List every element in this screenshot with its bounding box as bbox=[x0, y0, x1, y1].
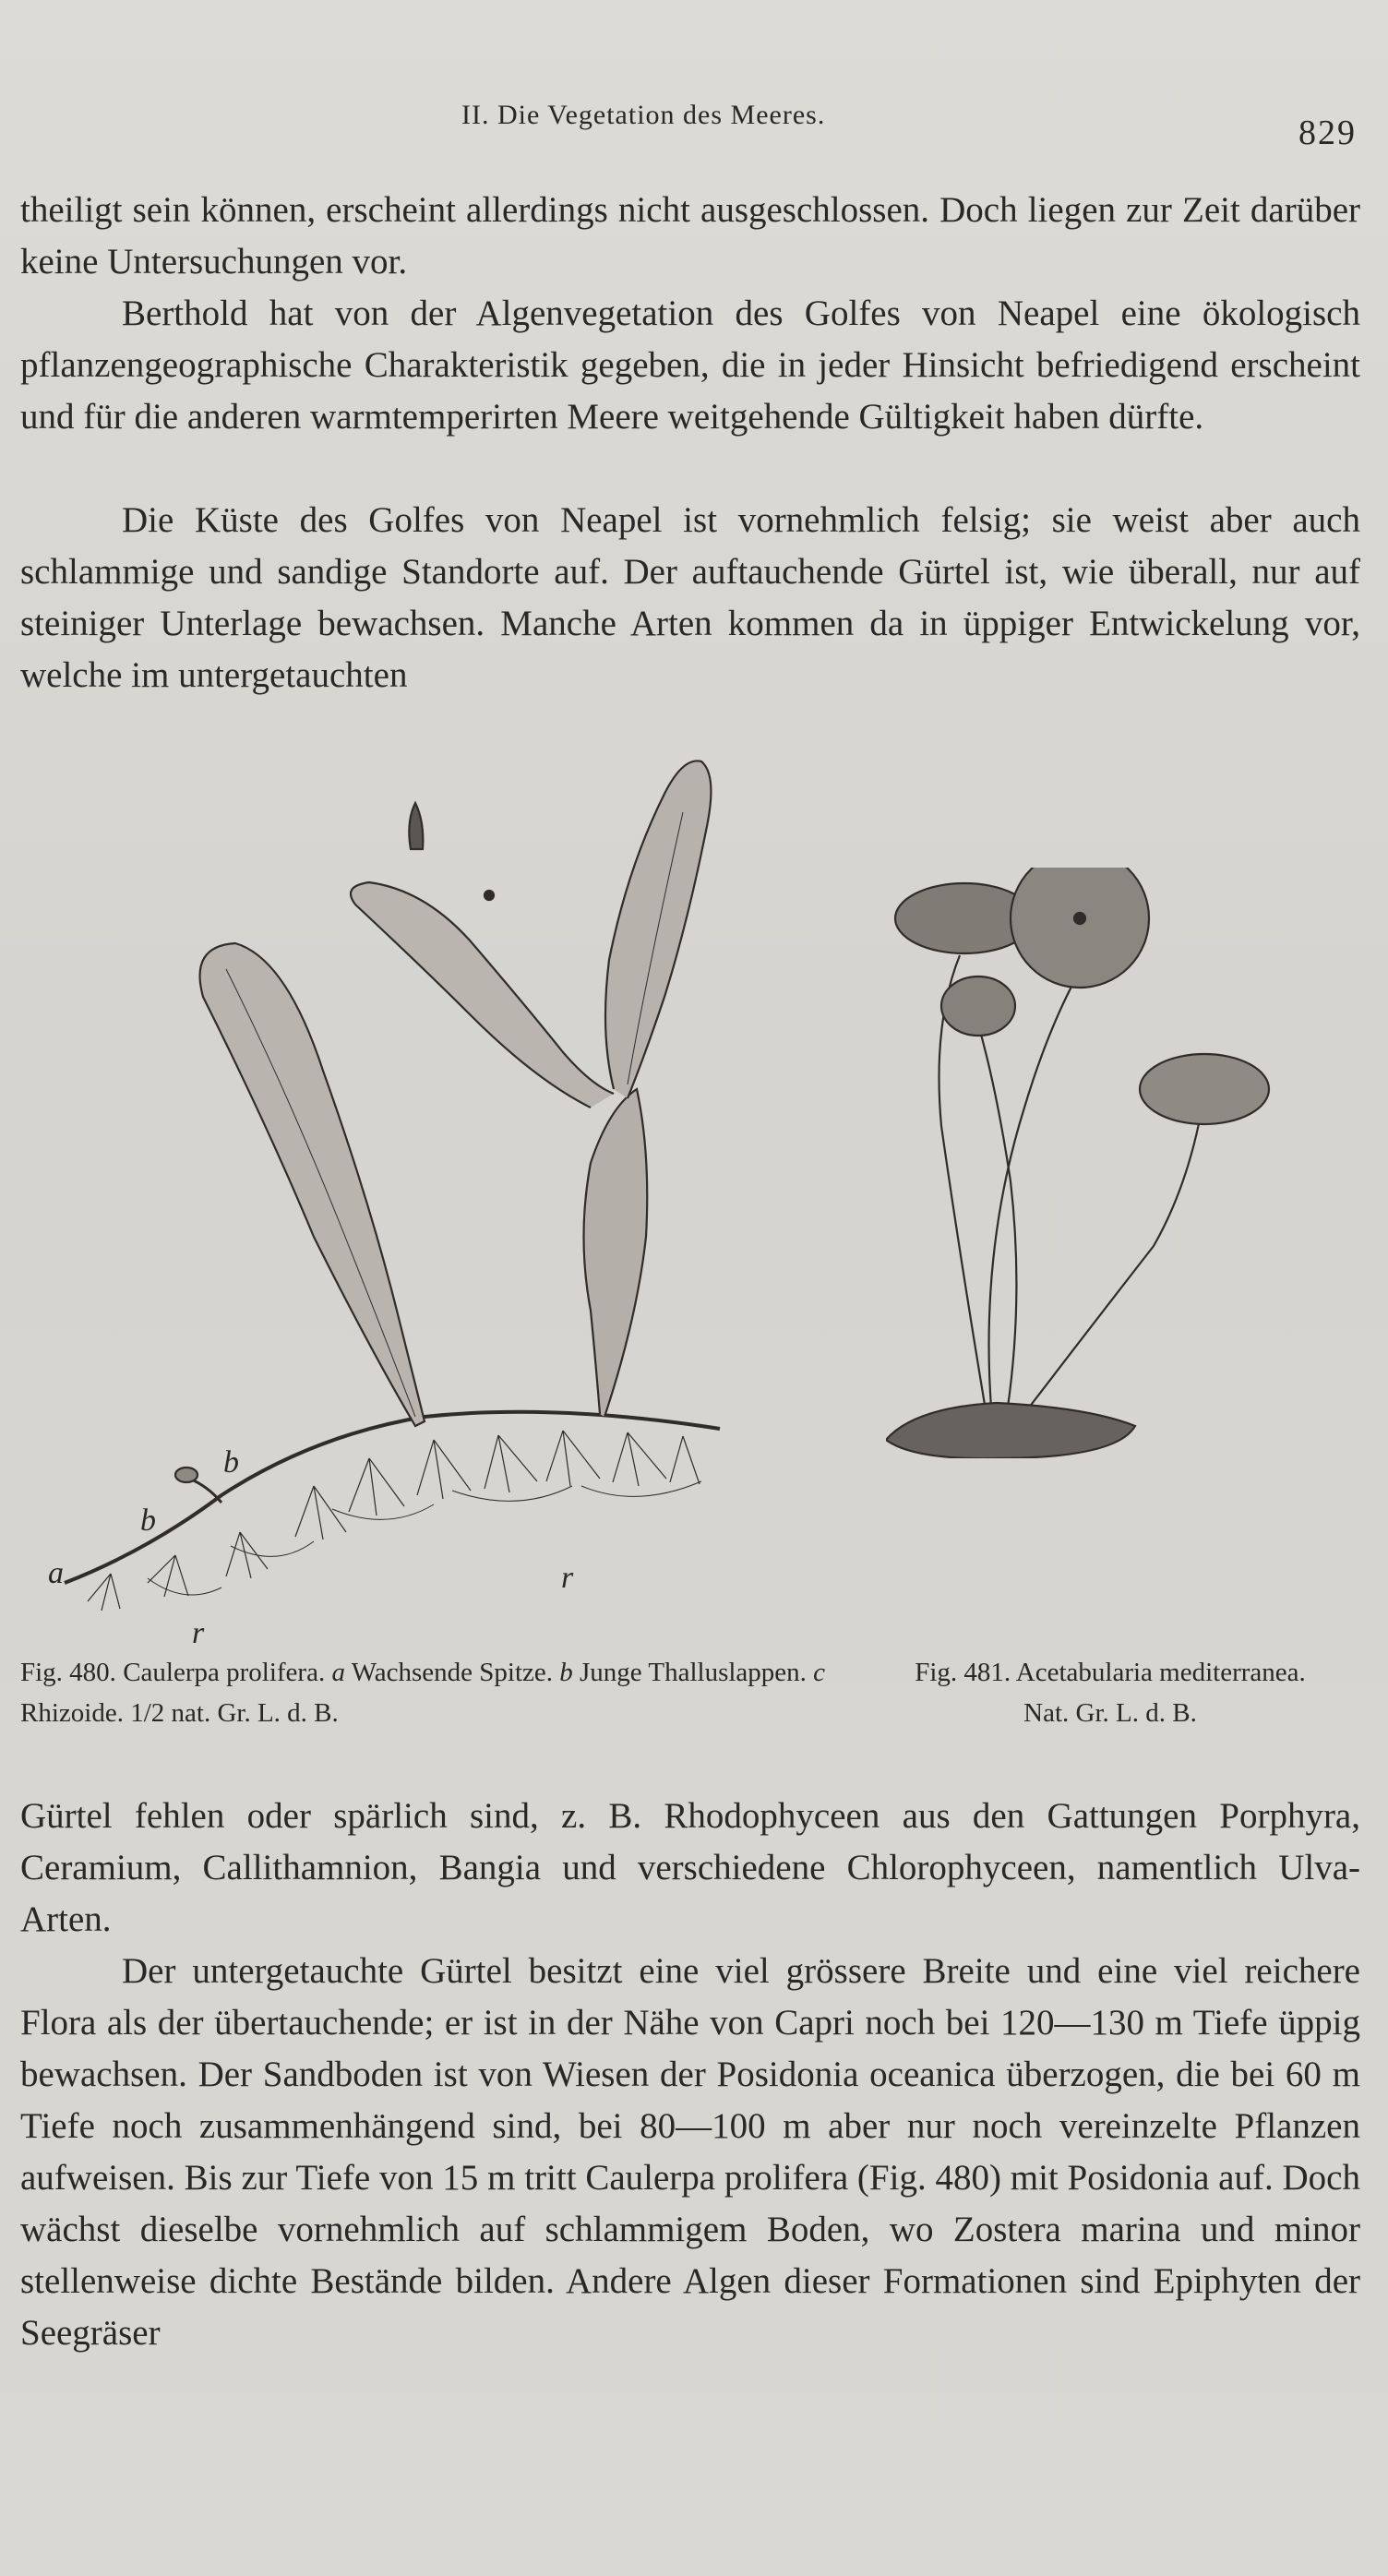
rhizoid-tufts bbox=[88, 1431, 700, 1611]
fig480-scale: 1/2 nat. Gr. L. d. B. bbox=[130, 1698, 339, 1728]
fig480-c-key: c bbox=[813, 1658, 826, 1687]
stalk-4 bbox=[1020, 1094, 1204, 1420]
figure-480-caption bbox=[20, 1652, 832, 1733]
paragraph-4: Gürtel fehlen oder spärlich sind, z. B. Rhodophyceen aus den Gattungen Porphyra, Ceramium, Callithamnion, Bangia und verschiedene Chlorophyceen, namentlich Ulva-Arten. bbox=[20, 1796, 1360, 1939]
stolon bbox=[65, 1412, 720, 1583]
fig480-name: Caulerpa prolifera. bbox=[123, 1658, 326, 1687]
paragraph-3: Die Küste des Golfes von Neapel ist vornehmlich felsig; sie weist aber auch schlammige und sandige Standorte auf. Der auftauchende Gürtel ist, wie überall, nur auf steiniger Unterlage bewachsen. Manche Arten kommen da in üppiger Entwickelung vor, welche im untergetauchten bbox=[20, 500, 1360, 695]
cap-4 bbox=[1140, 1054, 1269, 1124]
fig480-b-text: Junge Thalluslappen. bbox=[580, 1658, 807, 1687]
page-number: 829 bbox=[1298, 114, 1357, 152]
young-lobe-b-lower bbox=[189, 1479, 221, 1503]
thallus-stalk-center bbox=[584, 1089, 648, 1417]
fig480-a-key: a bbox=[331, 1658, 345, 1687]
cap-2 bbox=[1011, 868, 1149, 988]
cap-2-center bbox=[1074, 913, 1085, 924]
paragraph-2: Berthold hat von der Algenvegetation des Golfes von Neapel eine ökologisch pflanzengeographische Charakteristik gegeben, die in jeder Hinsicht befriedigend erscheint und für die anderen warmtemperirten Meere weitgehende Gültigkeit haben dürfte. bbox=[20, 294, 1360, 437]
young-lobe-bud bbox=[175, 1468, 197, 1482]
young-lobe-top bbox=[409, 803, 423, 849]
label-r-right: r bbox=[561, 1561, 574, 1595]
running-head bbox=[0, 100, 1388, 152]
label-a: a bbox=[48, 1556, 64, 1590]
fig481-name: Acetabularia mediterranea. bbox=[1015, 1658, 1306, 1687]
thallus-blade-upper-left bbox=[351, 882, 614, 1108]
fig480-a-text: Wachsende Spitze. bbox=[351, 1658, 553, 1687]
acetabularia-illustration bbox=[886, 868, 1310, 1458]
figure-area bbox=[0, 720, 1388, 1763]
label-b-lower: b bbox=[140, 1504, 156, 1538]
caulerpa-illustration bbox=[37, 720, 803, 1661]
rock-base bbox=[886, 1403, 1135, 1458]
thallus-blade-right bbox=[605, 761, 711, 1098]
figure-481-caption bbox=[847, 1652, 1373, 1733]
fig481-num: Fig. 481. bbox=[915, 1658, 1011, 1687]
fig480-c-text: Rhizoide. bbox=[20, 1698, 124, 1728]
label-r-left: r bbox=[192, 1616, 205, 1650]
fig480-num: Fig. 480. bbox=[20, 1658, 116, 1687]
cap-3 bbox=[941, 976, 1015, 1036]
paragraph-1: theiligt sein können, erscheint allerdings nicht ausgeschlossen. Doch liegen zur Zeit darüber keine Untersuchungen vor. bbox=[20, 190, 1360, 282]
fig480-b-key: b bbox=[559, 1658, 573, 1687]
spore-dot bbox=[485, 891, 494, 900]
paragraph-5: Der untergetauchte Gürtel besitzt eine viel grössere Breite und eine viel reichere Flora als der übertauchende; er ist in der Nähe von Capri noch bei 120—130 m Tiefe üppig bewachsen. Der Sandboden ist von Wiesen der Posidonia oceanica überzogen, die bei 60 m Tiefe noch zusammenhängend sind, bei 80—100 m aber nur noch vereinzelte Pflanzen aufweisen. Bis zur Tiefe von 15 m tritt Caulerpa prolifera (Fig. 480) mit Posidonia auf. Doch wächst dieselbe vornehmlich auf schlammigem Boden, wo Zostera marina und minor stellenweise dichte Bestände bilden. Andere Algen dieser Formationen sind Epiphyten der Seegräser bbox=[20, 1951, 1360, 2353]
rhizoid-mass bbox=[148, 1481, 701, 1595]
label-b-upper: b bbox=[223, 1445, 239, 1480]
running-title: II. Die Vegetation des Meeres. bbox=[461, 100, 826, 130]
fig481-scale: Nat. Gr. L. d. B. bbox=[1023, 1698, 1197, 1728]
